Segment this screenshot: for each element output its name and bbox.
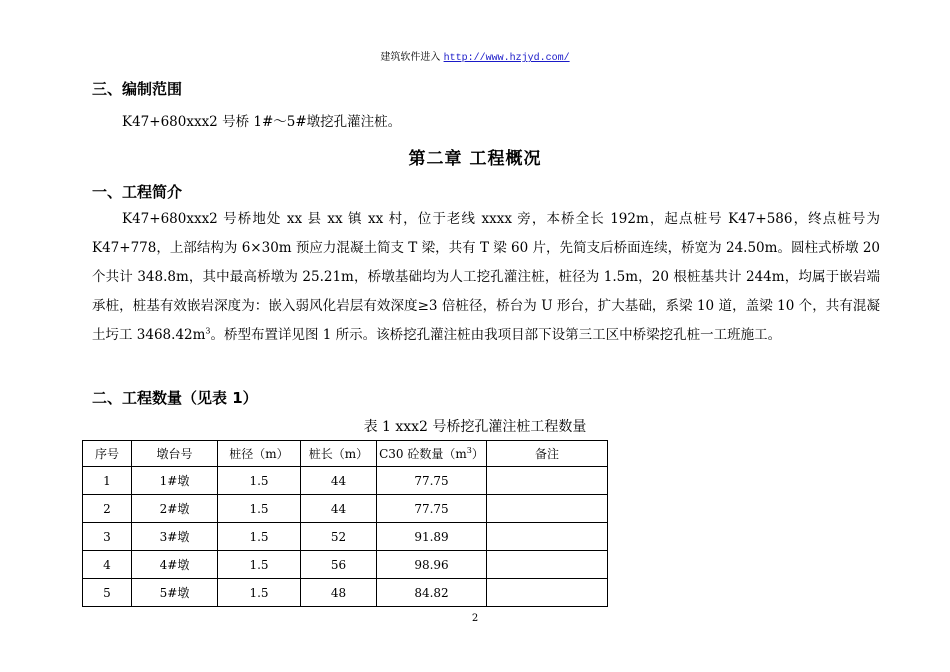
cell-diameter: 1.5 [218,551,301,579]
cell-diameter: 1.5 [218,467,301,495]
cell-length: 44 [301,495,377,523]
quantity-table [82,440,608,607]
col-header-length: 桩长（m） [301,441,377,467]
cell-length: 56 [301,551,377,579]
cell-diameter: 1.5 [218,523,301,551]
cell-diameter: 1.5 [218,495,301,523]
cell-concrete: 77.75 [377,495,487,523]
section-3-heading: 三、编制范围 [92,80,183,98]
cell-pier: 3#墩 [132,523,218,551]
cell-diameter: 1.5 [218,579,301,607]
col-header-concrete: C30 砼数量$(m^3)$ [377,441,487,467]
cell-no: 4 [83,551,132,579]
chapter-title: 第二章 工程概况 [408,149,542,169]
cell-concrete: 77.75 [377,467,487,495]
table-row [83,523,608,551]
cell-remark [487,495,608,523]
page-header [0,48,950,64]
cell-no: 2 [83,495,132,523]
table-row [83,551,608,579]
col-header-diameter: 桩径（m） [218,441,301,467]
cell-no: 5 [83,579,132,607]
cell-pier: 2#墩 [132,495,218,523]
intro-text-part2: 。桥型布置详见图 1 所示。该桥挖孔灌注桩由我项目部下设第三工区中桥梁挖孔桩一工班施工。 [210,327,782,343]
cell-concrete: 91.89 [377,523,487,551]
table-header-row [83,441,608,467]
project-intro-paragraph [92,205,880,350]
cell-no: 1 [83,467,132,495]
section-2-heading: 二、工程数量（见表 1） [92,389,258,407]
cell-remark [487,579,608,607]
cell-concrete: 98.96 [377,551,487,579]
cell-length: 52 [301,523,377,551]
col-header-remark: 备注 [487,441,608,467]
cell-pier: 1#墩 [132,467,218,495]
intro-text-superscript: 3 [205,326,211,336]
header-label: 建筑软件进入 [380,52,441,63]
table-row [83,495,608,523]
col-header-no: 序号 [83,441,132,467]
scope-text: K47+680xxx2 号桥 1#～5#墩挖孔灌注桩。 [122,114,402,130]
page-number: 2 [471,613,479,624]
table-caption: 表 1 xxx2 号桥挖孔灌注桩工程数量 [363,419,587,435]
cell-concrete: 84.82 [377,579,487,607]
cell-remark [487,467,608,495]
intro-text-part1: K47+680xxx2 号桥地处 xx 县 xx 镇 xx 村，位于老线 xxxx 旁，本桥全长 192m，起点桩号 K47+586，终点桩号为 K47+778，上部结构为 6×30m 预应力混凝土简支 T 梁，共有 T 梁 60 片，先简支后桥面连续，桥宽为 24.50m。圆柱式桥墩 20 个共计 348.8m，其中最高桥墩为 25.21m，桥墩基础均为人工挖孔灌注桩，桩径为 1.5m，20 根桩基共计 244m，均属于嵌岩端承桩，桩基有效嵌岩深度为：嵌入弱风化岩层有效深度≥3 倍桩径，桥台为 U 形台，扩大基础，系梁 10 道，盖梁 10 个，共有混凝土圬工 3468.42m [92,211,880,343]
table-row [83,467,608,495]
header-link[interactable]: http://www.hzjyd.com/ [443,53,570,64]
cell-no: 3 [83,523,132,551]
cell-length: 44 [301,467,377,495]
cell-length: 48 [301,579,377,607]
table-row [83,579,608,607]
cell-remark [487,551,608,579]
section-1-heading: 一、工程简介 [92,183,183,201]
cell-remark [487,523,608,551]
cell-pier: 4#墩 [132,551,218,579]
col-header-pier: 墩台号 [132,441,218,467]
cell-pier: 5#墩 [132,579,218,607]
